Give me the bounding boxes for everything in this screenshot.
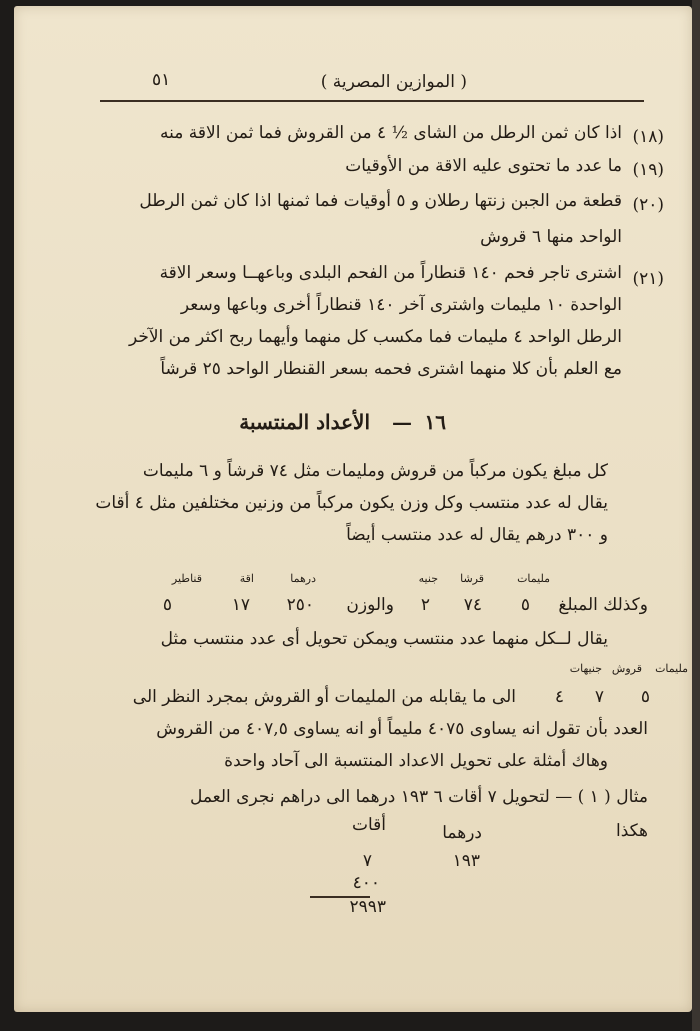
section-number: ١٦ bbox=[424, 410, 446, 434]
header-piastres: قرشا bbox=[460, 572, 484, 585]
calc-multiplier: ٤٠٠ bbox=[352, 873, 380, 893]
item-21-line-3: الرطل الواحد ٤ مليمات فما مكسب كل منهما وأيهما ربح اكثر من الآخر bbox=[128, 327, 622, 347]
section-title: الأعداد المنتسبة bbox=[239, 410, 370, 434]
paragraph-1-line-2: يقال له عدد منتسب وكل وزن يكون مركباً من وزنين مختلفين مثل ٤ أقات bbox=[95, 493, 608, 513]
amount-millimes: ٥ bbox=[520, 595, 530, 615]
header-oka: اقة bbox=[239, 572, 254, 585]
book-page bbox=[14, 6, 692, 1012]
header-dirhams: درهما bbox=[290, 572, 316, 585]
row2-header-millimes: مليمات bbox=[655, 662, 688, 675]
calc-oka: ٧ bbox=[362, 851, 372, 871]
section-dash: — bbox=[392, 410, 412, 434]
calc-header-dirhams: درهما bbox=[442, 823, 482, 843]
header-pound: جنيه bbox=[418, 572, 438, 585]
calc-result: ٢٩٩٣ bbox=[349, 897, 386, 917]
example-lead: وكذلك المبلغ bbox=[558, 595, 648, 615]
item-18-number: (١٨) bbox=[632, 127, 664, 147]
weight-oka: ١٧ bbox=[231, 595, 250, 615]
row2-pounds: ٤ bbox=[554, 687, 564, 707]
amount-pound: ٢ bbox=[420, 595, 430, 615]
paragraph-2-line-3: وهاك أمثلة على تحويل الاعداد المنتسبة الى آحاد واحدة bbox=[224, 751, 608, 771]
item-21-line-1: اشترى تاجر فحم ١٤٠ قنطاراً من الفحم البلدى وباعهــا وسعر الاقة bbox=[159, 263, 622, 283]
header-rule bbox=[100, 100, 644, 102]
weight-dirhams: ٢٥٠ bbox=[286, 595, 314, 615]
header-kantar: قناطير bbox=[171, 572, 202, 585]
paragraph-1-line-1: كل مبلغ يكون مركباً من قروش ومليمات مثل ٧٤ قرشاً و ٦ مليمات bbox=[142, 461, 608, 481]
item-21-line-2: الواحدة ١٠ مليمات واشترى آخر ١٤٠ قنطاراً أخرى وباعها وسعر bbox=[180, 295, 622, 315]
calc-dirhams: ١٩٣ bbox=[452, 851, 480, 871]
item-21-number: (٢١) bbox=[632, 269, 664, 289]
item-20-line-2: الواحد منها ٦ قروش bbox=[480, 227, 622, 247]
header-title: ( الموازين المصرية ) bbox=[320, 72, 467, 92]
row2-header-piastres: قروش bbox=[611, 662, 642, 675]
row2-header-pounds: جنيهات bbox=[569, 662, 602, 675]
item-18-line-1: اذا كان ثمن الرطل من الشاى ½ ٤ من القروش فما ثمن الاقة منه bbox=[160, 123, 622, 143]
row2-piastres: ٧ bbox=[594, 687, 604, 707]
row2-millimes: ٥ bbox=[640, 687, 650, 707]
paragraph-2-line-1: يقال لــكل منهما عدد منتسب ويمكن تحويل أى عدد منتسب مثل bbox=[160, 629, 608, 649]
item-19-line-1: ما عدد ما تحتوى عليه الاقة من الأوقيات bbox=[345, 156, 622, 176]
item-20-line-1: قطعة من الجبن زنتها رطلان و ٥ أوقيات فما ثمنها اذا كان ثمن الرطل bbox=[139, 191, 622, 211]
header-millimes: مليمات bbox=[517, 572, 550, 585]
paragraph-2-line-2: العدد بأن تقول انه يساوى ٤٠٧٥ مليماً أو انه يساوى ٤٠٧,٥ من القروش bbox=[156, 719, 648, 739]
example-1-line-1: مثال ( ١ ) — لتحويل ٧ أقات ٦ ١٩٣ درهما الى دراهم نجرى العمل bbox=[189, 787, 648, 807]
weight-kantar: ٥ bbox=[162, 595, 172, 615]
page-edge bbox=[692, 0, 700, 1031]
weight-word: والوزن bbox=[346, 595, 394, 615]
item-19-number: (١٩) bbox=[632, 160, 664, 180]
item-20-number: (٢٠) bbox=[632, 195, 664, 215]
calc-header-oka: أقات bbox=[351, 815, 386, 835]
paragraph-1-line-3: و ٣٠٠ درهم يقال له عدد منتسب أيضاً bbox=[346, 525, 608, 545]
amount-piastres: ٧٤ bbox=[463, 595, 482, 615]
example-1-line-2: هكذا bbox=[616, 821, 648, 841]
item-21-line-4: مع العلم بأن كلا منهما اشترى فحمه بسعر القنطار الواحد ٢٥ قرشاً bbox=[160, 359, 622, 379]
row2-tail: الى ما يقابله من المليمات أو القروش بمجرد النظر الى bbox=[132, 687, 516, 707]
page-number: ٥١ bbox=[152, 70, 171, 90]
